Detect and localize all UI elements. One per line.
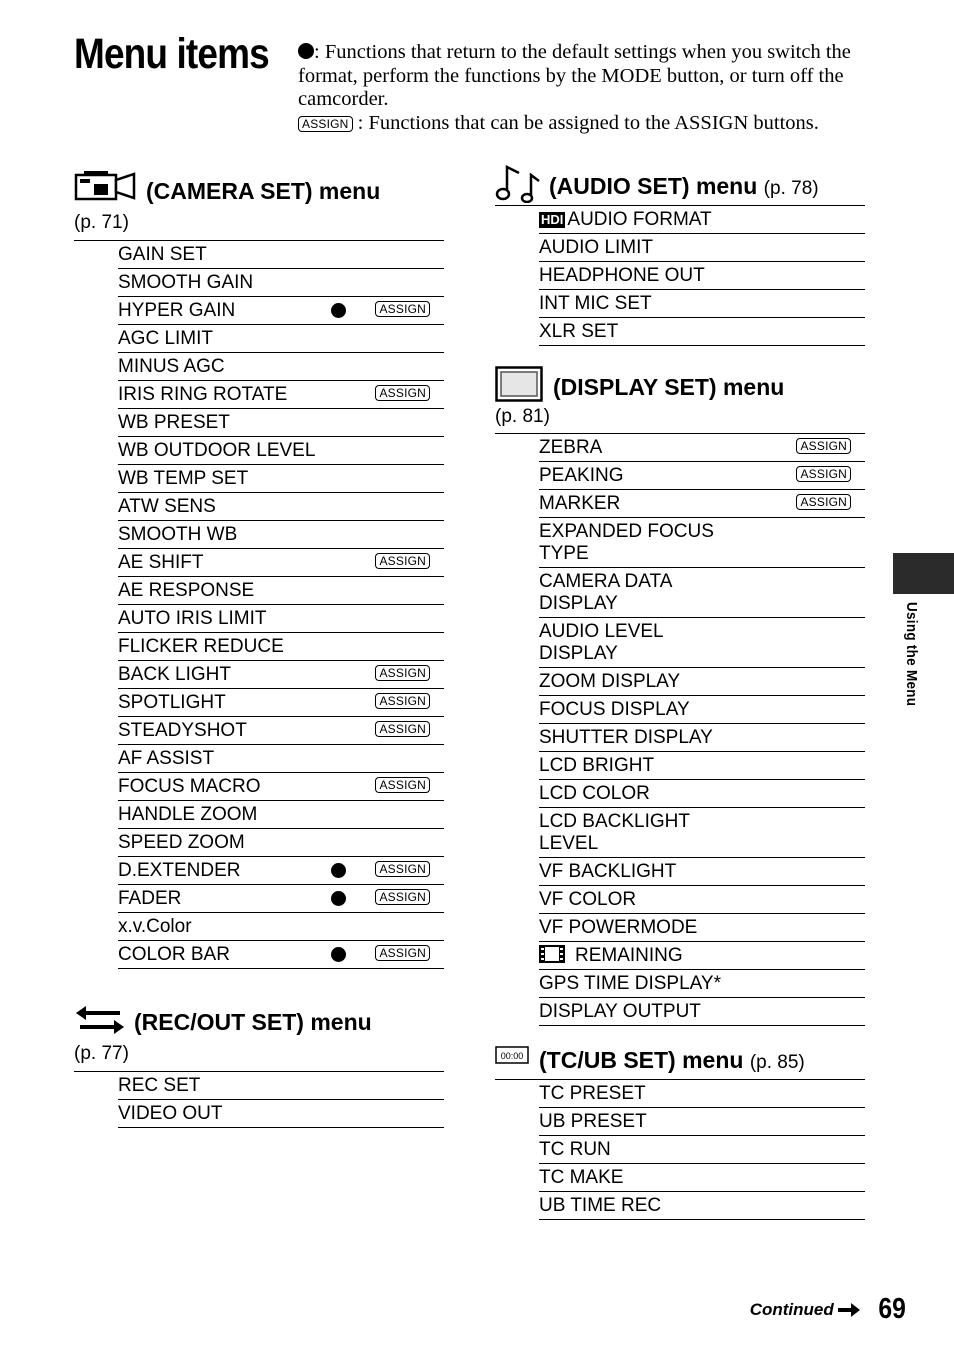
menu-item-text: UB PRESET — [539, 1111, 647, 1132]
menu-item — [539, 262, 865, 290]
film-icon — [539, 945, 565, 963]
menu-item-text: ZOOM DISPLAY — [539, 671, 681, 692]
assign-badge: ASSIGN — [375, 385, 430, 401]
side-tab-label: Using the Menu — [903, 602, 920, 707]
menu-item-label — [118, 832, 444, 854]
menu-item — [539, 1192, 865, 1220]
menu-item-text: VF BACKLIGHT — [539, 861, 677, 882]
menu-item-label — [539, 727, 865, 749]
menu-item-label — [118, 636, 444, 658]
menu-item-text: SPOTLIGHT — [118, 692, 226, 713]
section-display-set — [495, 366, 865, 1022]
menu-item — [118, 381, 444, 409]
menu-item-text: SMOOTH GAIN — [118, 272, 254, 293]
page-title: Menu items — [74, 30, 269, 78]
menu-item-label — [539, 1111, 865, 1133]
menu-item — [118, 325, 444, 353]
audio-set-page-ref: (p. 78) — [763, 178, 819, 199]
menu-item-label — [539, 571, 865, 615]
menu-item-text: LCD BACKLIGHT LEVEL — [539, 811, 690, 854]
menu-item-label — [118, 524, 444, 546]
camera-set-page-ref: (p. 71) — [74, 212, 129, 233]
menu-item-label — [539, 861, 865, 883]
menu-item-text: HEADPHONE OUT — [539, 265, 705, 286]
menu-item — [539, 724, 865, 752]
menu-item — [539, 1164, 865, 1192]
menu-item-label — [539, 811, 865, 855]
camera-set-title: (CAMERA SET) menu — [146, 178, 381, 204]
menu-item-text: LCD COLOR — [539, 783, 650, 804]
menu-item-text: x.v.Color — [118, 916, 192, 937]
menu-item-text: GAIN SET — [118, 244, 207, 265]
menu-item-label — [118, 412, 444, 434]
section-rec-out-set — [74, 1003, 444, 1124]
menu-item-text: FLICKER REDUCE — [118, 636, 284, 657]
default-dot-icon — [331, 891, 346, 906]
menu-item-text: SHUTTER DISPLAY — [539, 727, 713, 748]
menu-item-text: TC RUN — [539, 1139, 611, 1160]
menu-item-text: WB PRESET — [118, 412, 230, 433]
menu-item — [539, 206, 865, 234]
menu-item — [539, 234, 865, 262]
menu-item-text: VF POWERMODE — [539, 917, 698, 938]
rec-out-arrows-icon — [74, 1003, 126, 1037]
menu-item-text: TC MAKE — [539, 1167, 624, 1188]
menu-item-text: FADER — [118, 888, 182, 909]
menu-item — [118, 465, 444, 493]
assign-badge: ASSIGN — [375, 693, 430, 709]
assign-badge: ASSIGN — [375, 721, 430, 737]
assign-badge: ASSIGN — [375, 889, 430, 905]
rec-out-set-page-ref: (p. 77) — [74, 1043, 129, 1064]
menu-item-text: COLOR BAR — [118, 944, 230, 965]
menu-item — [539, 518, 865, 568]
menu-item — [539, 914, 865, 942]
menu-item-label — [118, 244, 444, 266]
menu-item-text: STEADYSHOT — [118, 720, 247, 741]
menu-item-text: IRIS RING ROTATE — [118, 384, 288, 405]
menu-item — [118, 437, 444, 465]
section-audio-set — [495, 163, 865, 342]
menu-item — [539, 1080, 865, 1108]
audio-set-title: (AUDIO SET) menu (p. 78) — [549, 173, 819, 199]
menu-item — [539, 970, 865, 998]
menu-item-text: AUDIO LEVEL DISPLAY — [539, 621, 663, 664]
assign-badge: ASSIGN — [375, 665, 430, 681]
menu-item-label — [539, 889, 865, 911]
menu-item-label — [539, 265, 865, 287]
camera-icon — [74, 170, 136, 204]
menu-item-label — [539, 321, 865, 343]
menu-item-label — [118, 328, 444, 350]
menu-item-label — [539, 1001, 865, 1023]
assign-badge: ASSIGN — [796, 438, 851, 454]
menu-item — [539, 668, 865, 696]
display-set-items — [539, 434, 865, 1026]
menu-item-label — [539, 1139, 865, 1161]
menu-item — [118, 1072, 444, 1100]
legend-assign: ASSIGN : Functions that can be assigned to the ASSIGN buttons. — [298, 112, 878, 136]
legend-default-settings: : Functions that return to the default settings when you switch the format, perform the functions by the MODE button, or turn off the camcorder. — [298, 41, 851, 110]
menu-item-text: ATW SENS — [118, 496, 216, 517]
assign-badge: ASSIGN — [375, 777, 430, 793]
tc-ub-set-items — [539, 1080, 865, 1220]
menu-item-text: MARKER — [539, 493, 621, 514]
menu-item-label — [118, 748, 444, 770]
menu-item-text: AUDIO LIMIT — [539, 237, 654, 258]
menu-item-label — [539, 1083, 865, 1105]
menu-item-label — [118, 916, 444, 938]
menu-item-label — [118, 608, 444, 630]
menu-item — [539, 290, 865, 318]
menu-item — [539, 780, 865, 808]
tc-ub-set-page-ref: (p. 85) — [749, 1052, 805, 1073]
menu-item-text: AF ASSIST — [118, 748, 215, 769]
menu-item-label — [539, 917, 865, 939]
menu-item — [539, 696, 865, 724]
menu-item — [118, 577, 444, 605]
menu-item-text: CAMERA DATA DISPLAY — [539, 571, 672, 614]
menu-item — [118, 605, 444, 633]
menu-item — [539, 808, 865, 858]
menu-item — [118, 689, 444, 717]
menu-item-text: SPEED ZOOM — [118, 832, 245, 853]
menu-item-text: ZEBRA — [539, 437, 603, 458]
menu-item-text: D.EXTENDER — [118, 860, 241, 881]
display-set-page-ref: (p. 81) — [495, 406, 550, 427]
menu-item — [539, 1136, 865, 1164]
assign-badge: ASSIGN — [375, 861, 430, 877]
menu-item-label — [118, 804, 444, 826]
menu-item-text: VF COLOR — [539, 889, 637, 910]
assign-badge: ASSIGN — [298, 116, 353, 132]
menu-item-label — [118, 496, 444, 518]
menu-item-label — [118, 1103, 444, 1125]
page-footer — [750, 1293, 908, 1326]
menu-item-text: PEAKING — [539, 465, 624, 486]
menu-item — [118, 829, 444, 857]
menu-item-label — [539, 521, 865, 565]
menu-item-text: LCD BRIGHT — [539, 755, 655, 776]
menu-item-text: GPS TIME DISPLAY* — [539, 973, 721, 994]
menu-item-label — [118, 356, 444, 378]
default-dot-icon — [331, 863, 346, 878]
menu-item-text: UB TIME REC — [539, 1195, 662, 1216]
menu-item-text: XLR SET — [539, 321, 619, 342]
menu-item — [539, 318, 865, 346]
menu-item — [539, 998, 865, 1026]
menu-item-text: FOCUS MACRO — [118, 776, 261, 797]
camera-set-items — [118, 241, 444, 969]
menu-item-text: INT MIC SET — [539, 293, 652, 314]
tc-ub-set-title: (TC/UB SET) menu (p. 85) — [539, 1047, 805, 1073]
assign-badge: ASSIGN — [375, 945, 430, 961]
menu-item-text: VIDEO OUT — [118, 1103, 223, 1124]
menu-item-label — [539, 1195, 865, 1217]
menu-item-label — [539, 237, 865, 259]
svg-text:00:00: 00:00 — [500, 1051, 524, 1061]
menu-item — [539, 462, 865, 490]
menu-item-label — [539, 783, 865, 805]
menu-item-label — [539, 671, 865, 693]
menu-item — [118, 1100, 444, 1128]
menu-item-label — [539, 755, 865, 777]
audio-set-items — [539, 206, 865, 346]
menu-item-text: FOCUS DISPLAY — [539, 699, 690, 720]
menu-item — [539, 490, 865, 518]
menu-item-label — [539, 945, 865, 967]
menu-item-text: AUDIO FORMAT — [567, 209, 712, 230]
assign-badge: ASSIGN — [375, 553, 430, 569]
hdi-format-badge: HDI — [541, 212, 564, 227]
timecode-icon — [495, 1044, 529, 1066]
display-frame-icon — [495, 366, 543, 402]
menu-item-label — [539, 209, 865, 231]
menu-item-text: AE SHIFT — [118, 552, 204, 573]
menu-item-text: HYPER GAIN — [118, 300, 236, 321]
menu-item — [118, 857, 444, 885]
menu-item — [118, 745, 444, 773]
default-dot-icon — [298, 43, 314, 59]
assign-badge: ASSIGN — [796, 494, 851, 510]
menu-item — [539, 886, 865, 914]
menu-item-text: AGC LIMIT — [118, 328, 214, 349]
menu-item-label — [118, 468, 444, 490]
menu-item-text: REC SET — [118, 1075, 201, 1096]
menu-item — [118, 409, 444, 437]
rec-out-set-title: (REC/OUT SET) menu — [134, 1009, 372, 1035]
display-set-title: (DISPLAY SET) menu — [553, 374, 785, 400]
menu-item-text: TC PRESET — [539, 1083, 646, 1104]
default-dot-icon — [331, 303, 346, 318]
menu-item — [539, 434, 865, 462]
menu-item — [118, 913, 444, 941]
menu-item-label — [539, 1167, 865, 1189]
section-tc-ub-set — [495, 1044, 865, 1216]
menu-item — [539, 942, 865, 970]
menu-item-text: BACK LIGHT — [118, 664, 231, 685]
menu-item-text: SMOOTH WB — [118, 524, 238, 545]
menu-item-label — [539, 973, 865, 995]
menu-item — [118, 633, 444, 661]
menu-item-label — [118, 1075, 444, 1097]
menu-item — [539, 858, 865, 886]
menu-item — [539, 568, 865, 618]
section-camera-set — [74, 170, 444, 965]
menu-item-text: HANDLE ZOOM — [118, 804, 258, 825]
assign-badge: ASSIGN — [796, 466, 851, 482]
intro-legend — [298, 41, 878, 135]
menu-item — [118, 297, 444, 325]
menu-item — [118, 269, 444, 297]
menu-item-label — [118, 272, 444, 294]
menu-item — [539, 1108, 865, 1136]
menu-item-label — [118, 440, 444, 462]
menu-item-text: MINUS AGC — [118, 356, 225, 377]
default-dot-icon — [331, 947, 346, 962]
continued-label: Continued — [749, 1299, 834, 1319]
menu-item-text: EXPANDED FOCUS TYPE — [539, 521, 714, 564]
music-notes-icon — [495, 163, 543, 203]
menu-item-label — [539, 699, 865, 721]
menu-item-text: WB TEMP SET — [118, 468, 249, 489]
menu-item-label — [118, 580, 444, 602]
menu-item — [118, 353, 444, 381]
assign-badge: ASSIGN — [375, 301, 430, 317]
page-number: 69 — [878, 1293, 906, 1325]
menu-item — [118, 521, 444, 549]
right-arrow-icon — [838, 1303, 860, 1317]
menu-item-label — [539, 621, 865, 665]
menu-item — [539, 752, 865, 780]
menu-item — [118, 801, 444, 829]
menu-item-text: DISPLAY OUTPUT — [539, 1001, 701, 1022]
menu-item — [118, 885, 444, 913]
menu-item — [118, 773, 444, 801]
menu-item-text: WB OUTDOOR LEVEL — [118, 440, 316, 461]
menu-item — [118, 549, 444, 577]
menu-item-label — [539, 293, 865, 315]
rec-out-set-items — [118, 1072, 444, 1128]
side-tab-marker — [893, 553, 954, 594]
menu-item — [118, 941, 444, 969]
menu-item — [118, 717, 444, 745]
menu-item — [118, 661, 444, 689]
menu-item-text: REMAINING — [575, 945, 683, 966]
menu-item — [539, 618, 865, 668]
menu-item — [118, 241, 444, 269]
menu-item — [118, 493, 444, 521]
menu-item-text: AE RESPONSE — [118, 580, 255, 601]
menu-item-text: AUTO IRIS LIMIT — [118, 608, 267, 629]
